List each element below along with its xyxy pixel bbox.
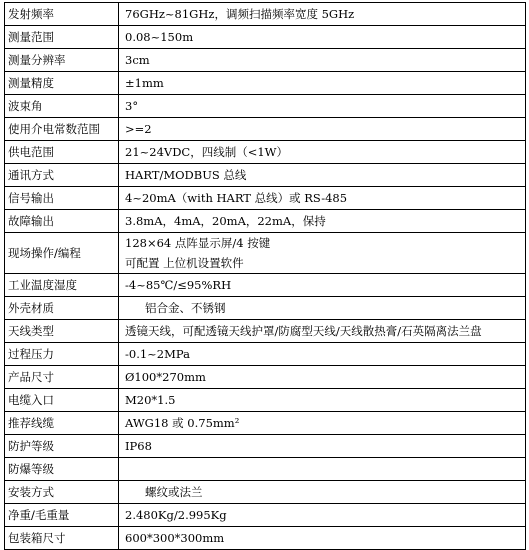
row-value: -4~85℃/≤95%RH xyxy=(119,274,526,297)
row-label: 故障输出 xyxy=(5,210,119,233)
row-value: 4~20mA（with HART 总线）或 RS-485 xyxy=(119,187,526,210)
row-value-line-1: 128×64 点阵显示屏/4 按键 xyxy=(125,236,271,250)
table-row xyxy=(5,210,526,233)
row-value xyxy=(119,233,526,274)
table-row xyxy=(5,187,526,210)
table-row xyxy=(5,26,526,49)
specification-table xyxy=(4,2,526,550)
row-value: AWG18 或 0.75mm² xyxy=(119,412,526,435)
row-label: 测量精度 xyxy=(5,72,119,95)
row-value: 0.08~150m xyxy=(119,26,526,49)
table-row xyxy=(5,164,526,187)
row-label: 信号输出 xyxy=(5,187,119,210)
row-label: 电缆入口 xyxy=(5,389,119,412)
table-row xyxy=(5,504,526,527)
table-row xyxy=(5,49,526,72)
row-value xyxy=(119,458,526,481)
row-label: 包装箱尺寸 xyxy=(5,527,119,550)
row-label: 净重/毛重量 xyxy=(5,504,119,527)
row-label: 外壳材质 xyxy=(5,297,119,320)
row-label: 测量范围 xyxy=(5,26,119,49)
row-label: 安装方式 xyxy=(5,481,119,504)
row-value: 3cm xyxy=(119,49,526,72)
row-label: 产品尺寸 xyxy=(5,366,119,389)
row-label: 现场操作/编程 xyxy=(5,233,119,274)
row-value: M20*1.5 xyxy=(119,389,526,412)
table-row xyxy=(5,95,526,118)
row-value: 透镜天线，可配透镜天线护罩/防腐型天线/天线散热膏/石英隔离法兰盘 xyxy=(119,320,526,343)
row-label: 推荐线缆 xyxy=(5,412,119,435)
row-label: 波束角 xyxy=(5,95,119,118)
table-row xyxy=(5,274,526,297)
row-value: 600*300*300mm xyxy=(119,527,526,550)
row-value: IP68 xyxy=(119,435,526,458)
row-value: 3.8mA，4mA，20mA，22mA，保持 xyxy=(119,210,526,233)
table-row xyxy=(5,389,526,412)
table-row xyxy=(5,481,526,504)
row-value: >=2 xyxy=(119,118,526,141)
row-label: 防护等级 xyxy=(5,435,119,458)
table-row xyxy=(5,141,526,164)
table-row xyxy=(5,343,526,366)
table-row xyxy=(5,297,526,320)
row-label: 过程压力 xyxy=(5,343,119,366)
table-row xyxy=(5,3,526,26)
row-value: 铝合金、不锈钢 xyxy=(119,297,526,320)
row-value: Ø100*270mm xyxy=(119,366,526,389)
row-value-line-2: 可配置 上位机设置软件 xyxy=(125,256,244,270)
table-row xyxy=(5,366,526,389)
table-row xyxy=(5,320,526,343)
table-row xyxy=(5,233,526,274)
table-row xyxy=(5,118,526,141)
row-label: 使用介电常数范围 xyxy=(5,118,119,141)
row-value: ±1mm xyxy=(119,72,526,95)
table-row xyxy=(5,527,526,550)
table-row xyxy=(5,458,526,481)
row-value: 3° xyxy=(119,95,526,118)
row-label: 通讯方式 xyxy=(5,164,119,187)
row-label: 测量分辨率 xyxy=(5,49,119,72)
row-value: -0.1~2MPa xyxy=(119,343,526,366)
row-value: 2.480Kg/2.995Kg xyxy=(119,504,526,527)
row-value: HART/MODBUS 总线 xyxy=(119,164,526,187)
table-row xyxy=(5,72,526,95)
row-label: 天线类型 xyxy=(5,320,119,343)
table-row xyxy=(5,412,526,435)
table-row xyxy=(5,435,526,458)
row-label: 工业温度湿度 xyxy=(5,274,119,297)
row-value: 76GHz~81GHz，调频扫描频率宽度 5GHz xyxy=(119,3,526,26)
row-value: 21~24VDC，四线制（<1W） xyxy=(119,141,526,164)
row-label: 防爆等级 xyxy=(5,458,119,481)
row-value: 螺纹或法兰 xyxy=(119,481,526,504)
row-label: 供电范围 xyxy=(5,141,119,164)
row-label: 发射频率 xyxy=(5,3,119,26)
